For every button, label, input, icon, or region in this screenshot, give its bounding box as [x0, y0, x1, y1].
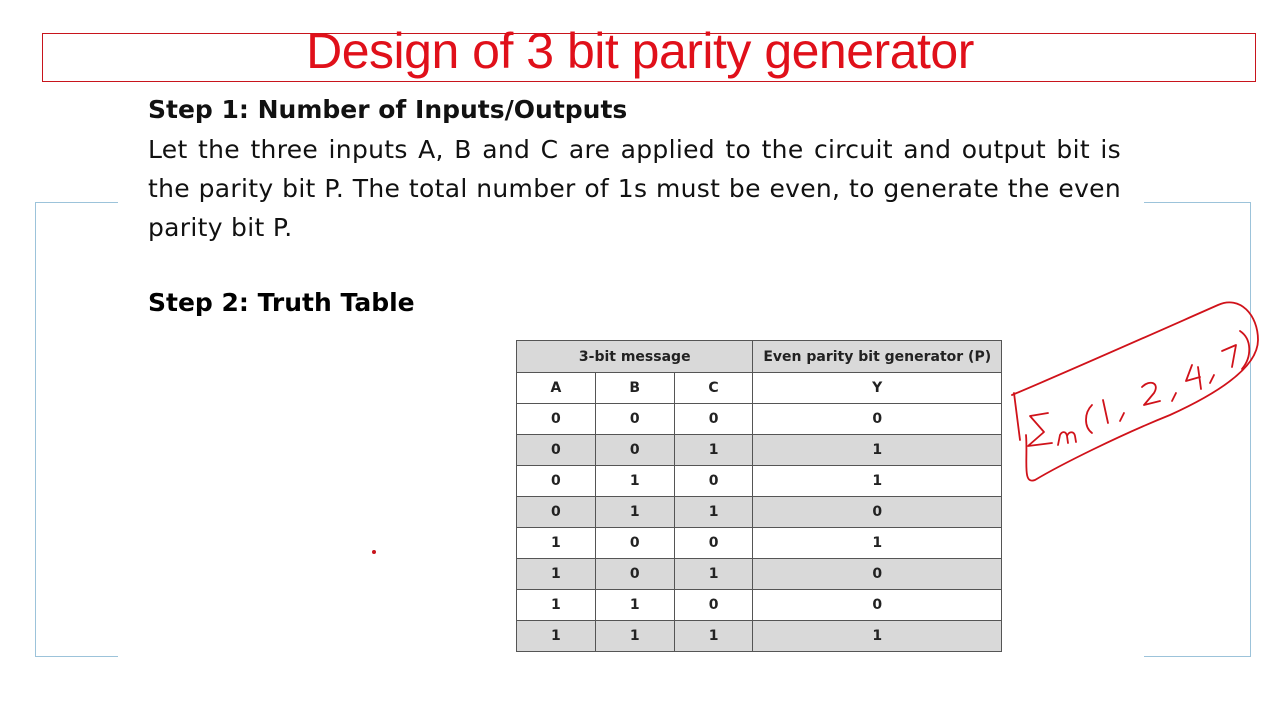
- digit-7-stroke: [1222, 345, 1236, 367]
- table-cell: 1: [674, 497, 753, 528]
- table-cell: 0: [595, 528, 674, 559]
- table-cell: 1: [595, 497, 674, 528]
- annotation-loop-left-stroke: [1014, 393, 1020, 440]
- table-cell: 1: [753, 466, 1002, 497]
- table-row: [517, 466, 1002, 497]
- table-cell: 0: [517, 404, 596, 435]
- ink-dot: [372, 550, 376, 554]
- column-header-c: C: [674, 373, 753, 404]
- table-cell: 1: [753, 621, 1002, 652]
- table-cell: 1: [674, 435, 753, 466]
- group-header-parity: Even parity bit generator (P): [753, 341, 1002, 373]
- table-cell: 0: [674, 466, 753, 497]
- table-cell: 0: [517, 497, 596, 528]
- truth-table: [516, 340, 1002, 652]
- table-row: [517, 559, 1002, 590]
- table-column-header-row: [517, 373, 1002, 404]
- sigma-stroke: [1028, 413, 1052, 446]
- step1-heading: Step 1: Number of Inputs/Outputs: [148, 95, 628, 124]
- table-cell: 1: [674, 559, 753, 590]
- table-cell: 0: [753, 590, 1002, 621]
- digit-2-stroke: [1142, 383, 1160, 405]
- column-header-a: A: [517, 373, 596, 404]
- table-cell: 0: [595, 435, 674, 466]
- slide-title: Design of 3 bit parity generator: [306, 23, 974, 79]
- table-cell: 0: [674, 528, 753, 559]
- table-cell: 0: [517, 435, 596, 466]
- comma-3-stroke: [1210, 375, 1214, 383]
- table-row: [517, 621, 1002, 652]
- group-header-message: 3-bit message: [517, 341, 753, 373]
- table-row: [517, 528, 1002, 559]
- table-cell: 1: [517, 528, 596, 559]
- digit-1-stroke: [1103, 400, 1108, 423]
- table-cell: 0: [595, 404, 674, 435]
- table-cell: 1: [753, 435, 1002, 466]
- table-cell: 0: [595, 559, 674, 590]
- comma-1-stroke: [1120, 413, 1124, 421]
- subscript-m-stroke: [1058, 432, 1076, 445]
- table-cell: 0: [674, 590, 753, 621]
- table-row: [517, 404, 1002, 435]
- table-cell: 0: [674, 404, 753, 435]
- table-cell: 1: [595, 621, 674, 652]
- table-cell: 1: [595, 590, 674, 621]
- table-cell: 1: [517, 590, 596, 621]
- table-cell: 1: [595, 466, 674, 497]
- paren-open-stroke: [1086, 405, 1092, 433]
- table-group-header-row: [517, 341, 1002, 373]
- table-row: [517, 497, 1002, 528]
- table-cell: 0: [753, 497, 1002, 528]
- table-row: [517, 590, 1002, 621]
- comma-2-stroke: [1172, 393, 1176, 401]
- table-row: [517, 435, 1002, 466]
- truth-table-body: [517, 404, 1002, 652]
- step1-section: [148, 92, 1121, 247]
- step1-text: Let the three inputs A, B and C are applied to the circuit and output bit is the parity bit P. The total number of 1s must be even, to generate the even parity bit P.: [148, 135, 1121, 242]
- step2-heading: Step 2: Truth Table: [148, 288, 415, 317]
- table-cell: 1: [517, 621, 596, 652]
- table-cell: 1: [674, 621, 753, 652]
- annotation-loop-stroke: [1012, 302, 1258, 480]
- column-header-y: Y: [753, 373, 1002, 404]
- column-header-b: B: [595, 373, 674, 404]
- table-cell: 0: [753, 404, 1002, 435]
- table-cell: 0: [753, 559, 1002, 590]
- handwritten-annotation: [1000, 295, 1270, 495]
- table-cell: 1: [517, 559, 596, 590]
- table-cell: 0: [517, 466, 596, 497]
- table-cell: 1: [753, 528, 1002, 559]
- digit-4-stroke: [1186, 365, 1201, 389]
